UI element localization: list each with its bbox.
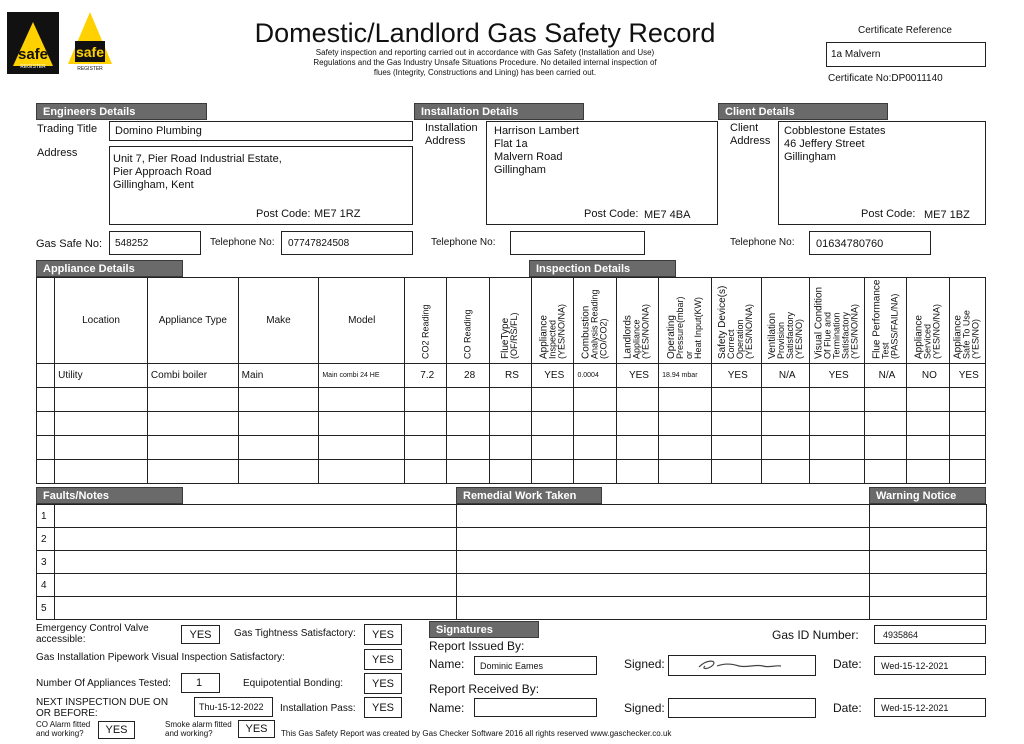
gas-id-label: Gas ID Number: [772,628,859,642]
landlords-cell[interactable] [616,412,658,436]
model-cell[interactable] [319,412,405,436]
page-subtitle: Safety inspection and reporting carried out in accordance with Gas Safety (Installation and Use) Regulations and the Gas Industry Unsafe Situations Procedure. No detailed internal inspection of flues (Integrity, Constructions and Lining) has been carried out. [313,48,657,77]
serviced-cell[interactable] [907,436,949,460]
inspected-cell[interactable] [532,436,574,460]
visual-cell[interactable] [810,388,864,412]
co2-cell[interactable] [405,412,447,436]
flue-perf-cell[interactable]: N/A [864,364,906,388]
type-cell[interactable] [147,388,238,412]
co-cell[interactable]: 28 [447,364,489,388]
ventilation-cell[interactable] [761,460,809,484]
faults-table [36,504,987,620]
make-header: Make [238,278,319,364]
ecv-label: Emergency Control Valve accessible: [36,623,149,645]
visual-cell[interactable] [810,460,864,484]
fault-row [37,551,987,574]
type-cell[interactable] [147,412,238,436]
co-cell[interactable] [447,436,489,460]
warning-cell[interactable] [870,505,987,528]
safety-cell[interactable] [711,388,761,412]
location-cell[interactable] [55,388,148,412]
safe-cell[interactable] [949,388,985,412]
safety-cell[interactable] [711,412,761,436]
co-alarm-field[interactable]: YES [98,721,135,739]
pipework-label: Gas Installation Pipework Visual Inspection Satisfactory: [36,652,285,663]
landlords-cell[interactable] [616,388,658,412]
flue-type-header: FlueType (OF/RS/FL) [489,278,531,364]
ventilation-cell[interactable] [761,388,809,412]
row-index-cell [37,436,55,460]
flue-perf-cell[interactable] [864,412,906,436]
make-cell[interactable] [238,412,319,436]
issued-date-label: Date: [833,657,862,671]
appliance-table [36,277,986,484]
fault-note-cell[interactable] [55,551,457,574]
client-address-label: Client Address [730,122,771,147]
remedial-cell[interactable] [457,574,870,597]
report-received-label: Report Received By: [429,682,540,696]
make-cell[interactable] [238,436,319,460]
trading-title-field[interactable]: Domino Plumbing [109,121,413,141]
serviced-cell[interactable] [907,388,949,412]
pipework-field[interactable]: YES [364,649,402,670]
signature-image [669,656,815,675]
location-cell[interactable]: Utility [55,364,148,388]
installation-section-header: Installation Details [414,103,584,120]
operating-cell[interactable] [659,436,711,460]
type-cell[interactable] [147,460,238,484]
co2-cell[interactable]: 7.2 [405,364,447,388]
flue-cell[interactable] [489,460,531,484]
model-cell[interactable]: Main combi 24 HE [319,364,405,388]
type-cell[interactable]: Combi boiler [147,364,238,388]
inspected-cell[interactable] [532,460,574,484]
visual-cell[interactable] [810,412,864,436]
row-index-cell [37,364,55,388]
cert-ref-field[interactable]: 1a Malvern [826,42,986,67]
ecv-field[interactable]: YES [181,625,220,644]
ventilation-cell[interactable] [761,436,809,460]
appliance-section-header: Appliance Details [36,260,183,277]
fault-row [37,597,987,620]
issued-name-field[interactable]: Dominic Eames [474,656,597,675]
remedial-cell[interactable] [457,597,870,620]
received-date-label: Date: [833,701,862,715]
received-signature-field[interactable] [668,698,816,718]
co2-cell[interactable] [405,388,447,412]
appliance-inspected-header: Appliance Inspected (YES/NO/NA) [532,278,574,364]
operating-cell[interactable] [659,388,711,412]
equipotential-field[interactable]: YES [364,673,402,694]
fault-number: 5 [37,597,55,620]
row-index-cell [37,460,55,484]
safety-cell[interactable] [711,436,761,460]
table-row [37,364,986,388]
serviced-cell[interactable]: NO [907,364,949,388]
fault-row [37,574,987,597]
combustion-cell[interactable] [574,436,616,460]
appliance-type-header: Appliance Type [147,278,238,364]
co-alarm-label: CO Alarm fitted and working? [36,720,91,738]
installation-telephone-field[interactable] [510,231,645,255]
combustion-header: Combustion Analysis Reading (CO/CO2) [574,278,616,364]
inspected-cell[interactable]: YES [532,364,574,388]
fault-note-cell[interactable] [55,505,457,528]
row-index-cell [37,412,55,436]
warning-cell[interactable] [870,528,987,551]
flue-performance-header: Flue Performance Test (PASS/FAIL/NA) [864,278,906,364]
flue-cell[interactable] [489,388,531,412]
installation-telephone-label: Telephone No: [431,237,496,248]
table-row [37,460,986,484]
gas-id-field[interactable]: 4935864 [874,625,986,644]
co-cell[interactable] [447,388,489,412]
row-num-header [37,278,55,364]
fault-number: 1 [37,505,55,528]
faults-section-header: Faults/Notes [36,487,183,504]
client-telephone-field[interactable]: 01634780760 [809,231,931,255]
operating-cell[interactable] [659,412,711,436]
landlords-cell[interactable] [616,436,658,460]
fault-number: 3 [37,551,55,574]
co2-cell[interactable] [405,460,447,484]
next-inspection-label: NEXT INSPECTION DUE ON OR BEFORE: [36,697,169,719]
model-cell[interactable] [319,460,405,484]
warning-cell[interactable] [870,597,987,620]
visual-cell[interactable] [810,436,864,460]
co2-header: CO2 Reading [405,278,447,364]
safety-cell[interactable]: YES [711,364,761,388]
operating-cell[interactable] [659,460,711,484]
trading-title-label: Trading Title [37,123,98,135]
safe-cell[interactable] [949,460,985,484]
type-cell[interactable] [147,436,238,460]
flue-cell[interactable]: RS [489,364,531,388]
model-cell[interactable] [319,388,405,412]
landlords-cell[interactable] [616,460,658,484]
client-section-header: Client Details [718,103,888,120]
tightness-field[interactable]: YES [364,624,402,645]
client-telephone-label: Telephone No: [730,237,795,248]
model-header: Model [319,278,405,364]
footer-text: This Gas Safety Report was created by Gas Checker Software 2016 all rights reserved www.gaschecker.co.uk [281,729,672,738]
flue-perf-cell[interactable] [864,388,906,412]
co-cell[interactable] [447,460,489,484]
serviced-cell[interactable] [907,460,949,484]
fault-note-cell[interactable] [55,528,457,551]
cert-number: Certificate No:DP0011140 [828,73,943,84]
smoke-alarm-field[interactable]: YES [238,720,275,738]
safe-cell[interactable] [949,436,985,460]
tightness-label: Gas Tightness Satisfactory: [234,628,356,639]
safe-cell[interactable] [949,412,985,436]
issued-signed-label: Signed: [624,657,665,671]
table-header-row [37,278,986,364]
safety-cell[interactable] [711,460,761,484]
make-cell[interactable] [238,460,319,484]
warning-cell[interactable] [870,574,987,597]
combustion-cell[interactable] [574,412,616,436]
landlords-header: Landlords Appliance (YES/NO/NA) [616,278,658,364]
combustion-cell[interactable] [574,388,616,412]
engineers-section-header: Engineers Details [36,103,207,120]
cert-ref-label: Certificate Reference [858,25,952,36]
make-cell[interactable] [238,388,319,412]
table-row [37,388,986,412]
ventilation-cell[interactable]: N/A [761,364,809,388]
fault-row [37,505,987,528]
safe-to-use-header: Appliance Safe To Use (YES/NO) [949,278,985,364]
table-row [37,436,986,460]
page-title: Domestic/Landlord Gas Safety Record [254,18,716,48]
table-row [37,412,986,436]
operating-cell[interactable]: 18.94 mbar [659,364,711,388]
warning-section-header: Warning Notice Fixed [869,487,986,504]
engineer-telephone-field[interactable]: 07747824508 [281,231,413,255]
co-cell[interactable] [447,412,489,436]
next-inspection-field[interactable]: Thu-15-12-2022 [194,697,273,717]
smoke-alarm-label: Smoke alarm fitted and working? [165,720,232,738]
ventilation-cell[interactable] [761,412,809,436]
engineer-address-field[interactable]: Unit 7, Pier Road Industrial Estate, Pier Approach Road Gillingham, Kent Post Code: ME7 1RZ [109,146,413,225]
received-signed-label: Signed: [624,701,665,715]
fault-number: 2 [37,528,55,551]
location-header: Location [55,278,148,364]
issued-signature-field[interactable] [668,655,816,676]
fault-number: 4 [37,574,55,597]
report-issued-label: Report Issued By: [429,639,525,653]
inspected-cell[interactable] [532,412,574,436]
equipotential-label: Equipotential Bonding: [243,678,344,689]
ventilation-header: Ventilation Provision Satisfactory (YES/NO) [761,278,809,364]
signatures-section-header: Signatures [429,621,539,638]
visual-condition-header: Visual Condition Of Flue and Termination Satisfactory (YES/NO/NA) [810,278,864,364]
installation-address-label: Installation Address [425,122,478,147]
fault-note-cell[interactable] [55,597,457,620]
remedial-cell[interactable] [457,528,870,551]
remedial-section-header: Remedial Work Taken [456,487,602,504]
received-name-field[interactable] [474,698,597,717]
location-cell[interactable] [55,412,148,436]
received-name-label: Name: [429,701,465,715]
appliance-serviced-header: Appliance Serviced (YES/NO/NA) [907,278,949,364]
remedial-cell[interactable] [457,505,870,528]
flue-perf-cell[interactable] [864,460,906,484]
location-cell[interactable] [55,460,148,484]
co2-cell[interactable] [405,436,447,460]
flue-cell[interactable] [489,412,531,436]
issued-name-label: Name: [429,657,465,671]
fault-note-cell[interactable] [55,574,457,597]
install-pass-field[interactable]: YES [364,697,402,718]
inspection-section-header: Inspection Details [529,260,676,277]
combustion-cell[interactable]: 0.0004 [574,364,616,388]
gas-safe-logo-black: safe REGISTER [7,12,59,74]
fault-row [37,528,987,551]
safety-device-header: Safety Device(s) Correct Operation (YES/NO/NA) [711,278,761,364]
num-appliances-label: Number Of Appliances Tested: [36,678,171,689]
received-date-field[interactable]: Wed-15-12-2021 [874,698,986,717]
inspected-cell[interactable] [532,388,574,412]
operating-pressure-header: Operating Pressure(mbar) or Heat Input(KW) [659,278,711,364]
engineer-address-label: Address [37,147,78,159]
flue-cell[interactable] [489,436,531,460]
gas-safe-no-label: Gas Safe No: [36,238,103,250]
warning-cell[interactable] [870,551,987,574]
installation-address-field[interactable]: Harrison Lambert Flat 1a Malvern Road Gillingham Post Code: ME7 4BA [486,121,718,225]
co-header: CO Reading [447,278,489,364]
install-pass-label: Installation Pass: [280,703,356,714]
landlords-cell[interactable]: YES [616,364,658,388]
engineer-telephone-label: Telephone No: [210,237,275,248]
model-cell[interactable] [319,436,405,460]
visual-cell[interactable]: YES [810,364,864,388]
row-index-cell [37,388,55,412]
safe-cell[interactable]: YES [949,364,985,388]
flue-perf-cell[interactable] [864,436,906,460]
gas-safe-no-field[interactable]: 548252 [109,231,201,255]
combustion-cell[interactable] [574,460,616,484]
gas-safe-logo-yellow: safe REGISTER [66,12,114,74]
serviced-cell[interactable] [907,412,949,436]
issued-date-field[interactable]: Wed-15-12-2021 [874,656,986,675]
remedial-cell[interactable] [457,551,870,574]
client-address-field[interactable]: Cobblestone Estates 46 Jeffery Street Gillingham Post Code: ME7 1BZ [778,121,986,225]
num-appliances-field[interactable]: 1 [181,673,220,693]
location-cell[interactable] [55,436,148,460]
make-cell[interactable]: Main [238,364,319,388]
